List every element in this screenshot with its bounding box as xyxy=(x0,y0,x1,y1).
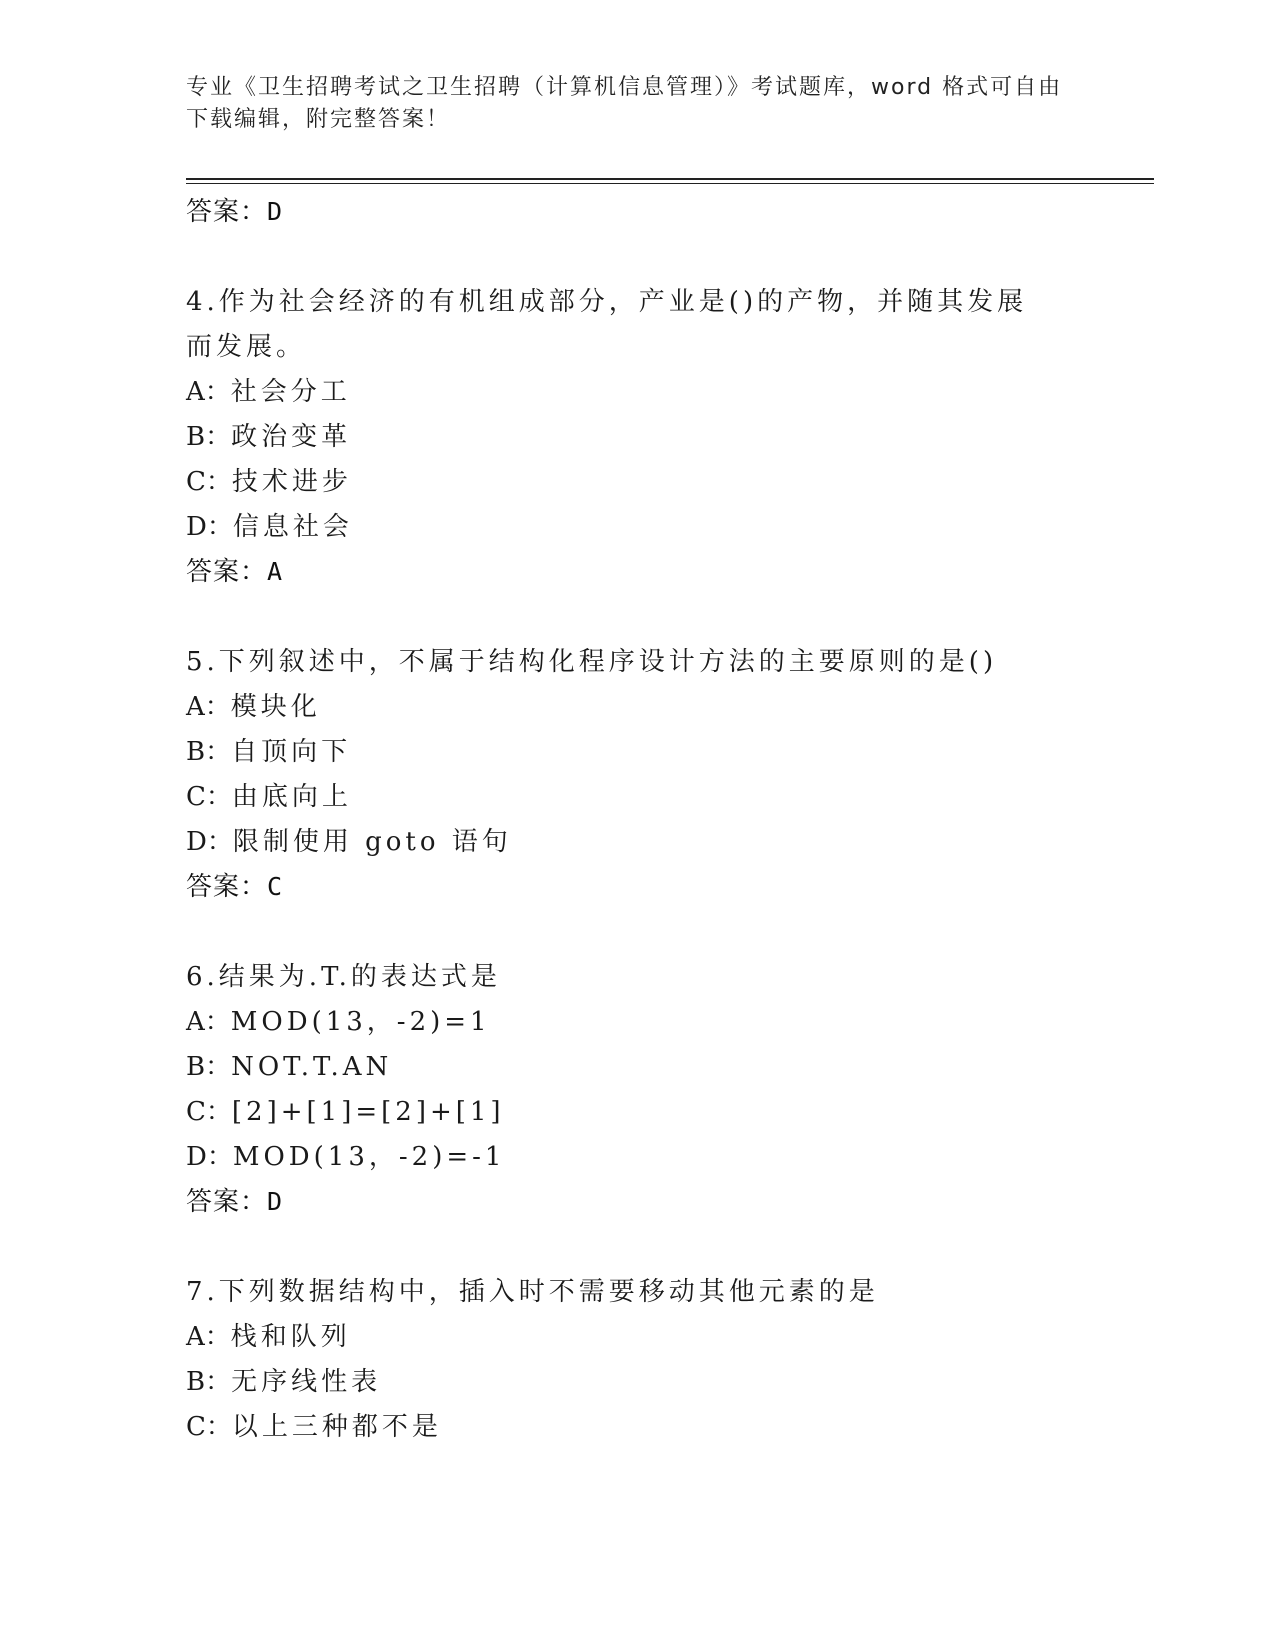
header-divider-thick xyxy=(186,178,1154,180)
option-a: A：模块化 xyxy=(186,692,321,722)
option-b: B：NOT.T.AN xyxy=(186,1052,393,1082)
spacer xyxy=(186,594,1106,640)
question-stem: 4.作为社会经济的有机组成部分，产业是()的产物，并随其发展而发展。 xyxy=(186,287,1028,362)
spacer xyxy=(186,1224,1106,1270)
option-c: C：技术进步 xyxy=(186,467,352,497)
option-a: A：栈和队列 xyxy=(186,1322,351,1352)
header-divider-thin xyxy=(186,183,1154,184)
option-d: D：限制使用 goto 语句 xyxy=(186,827,512,857)
option-c: C：[2]+[1]=[2]+[1] xyxy=(186,1097,505,1127)
question-stem: 5.下列叙述中，不属于结构化程序设计方法的主要原则的是() xyxy=(186,647,998,677)
question-block xyxy=(186,955,1106,1224)
answer-line: 答案：C xyxy=(186,872,284,902)
option-a: A：MOD(13，-2)=1 xyxy=(186,1007,491,1037)
option-b: B：无序线性表 xyxy=(186,1367,382,1397)
spacer xyxy=(186,234,1106,280)
question-block xyxy=(186,1270,1106,1450)
question-block xyxy=(186,280,1106,594)
option-d: D：MOD(13，-2)=-1 xyxy=(186,1142,506,1172)
answer-line: 答案：A xyxy=(186,557,284,587)
option-c: C：由底向上 xyxy=(186,782,352,812)
question-list xyxy=(186,190,1106,1450)
option-c: C：以上三种都不是 xyxy=(186,1412,442,1442)
answer-prefix: 答案： xyxy=(186,197,268,227)
question-stem: 6.结果为.T.的表达式是 xyxy=(186,962,501,992)
option-b: B：自顶向下 xyxy=(186,737,352,767)
answer-value: D xyxy=(267,197,284,226)
document-header: 专业《卫生招聘考试之卫生招聘（计算机信息管理）》考试题库，word 格式可自由下载编辑，附完整答案！ xyxy=(186,75,1063,132)
option-d: D：信息社会 xyxy=(186,512,353,542)
question-block xyxy=(186,640,1106,909)
answer-line xyxy=(186,190,1106,234)
question-stem: 7.下列数据结构中，插入时不需要移动其他元素的是 xyxy=(186,1277,879,1307)
option-b: B：政治变革 xyxy=(186,422,352,452)
option-a: A：社会分工 xyxy=(186,377,351,407)
answer-line: 答案：D xyxy=(186,1187,284,1217)
spacer xyxy=(186,909,1106,955)
